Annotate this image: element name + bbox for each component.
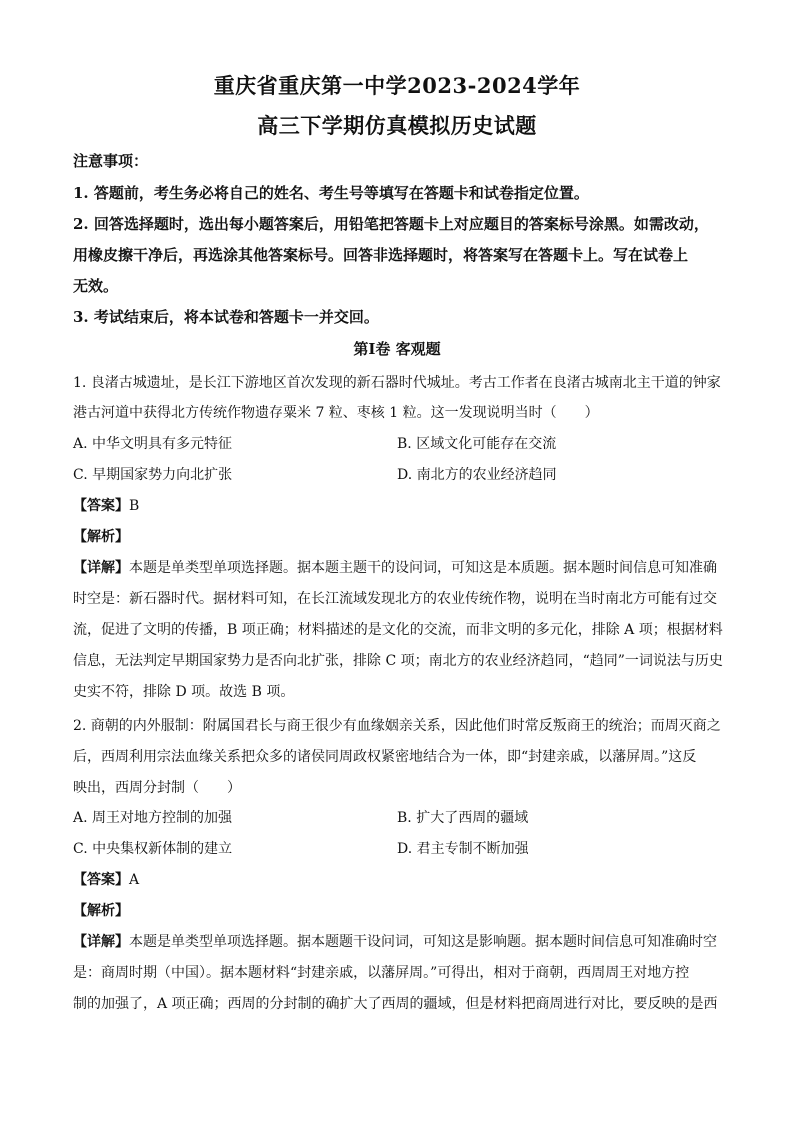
q2-detail-tag: 【详解】 xyxy=(73,934,129,950)
q1-answer-tag: 【答案】 xyxy=(73,498,129,514)
q1-detail-line1 xyxy=(73,557,733,577)
q1-answer-value: B xyxy=(129,498,140,514)
q1-detail-text: 本题是单类型单项选择题。据本题主题干的设问词，可知这是本质题。据本题时间信息可知准确 xyxy=(129,560,717,576)
q2-analysis-tag: 【解析】 xyxy=(73,903,129,919)
q1-detail-line4: 信息，无法判定早期国家势力是否向北扩张，排除 C 项；南北方的农业经济趋同，“趋同”一词说法与历史 xyxy=(73,653,723,669)
notice-heading: 注意事项： xyxy=(73,152,149,170)
q2-answer-value: A xyxy=(129,872,140,888)
q1-stem-line1: 1. 良渚古城遗址，是长江下游地区首次发现的新石器时代城址。考古工作者在良渚古城南北主干道的钟家 xyxy=(73,375,721,391)
q1-option-c: C. 早期国家势力向北扩张 xyxy=(73,467,233,483)
q2-stem-line1: 2. 商朝的内外服制：附属国君长与商王很少有血缘姻亲关系，因此他们时常反叛商王的统治；而周灭商之 xyxy=(73,718,721,734)
notice-item-2-line3: 无效。 xyxy=(73,277,119,295)
notice-item-2-line2: 用橡皮擦干净后，再选涂其他答案标号。回答非选择题时，将答案写在答题卡上。写在试卷上 xyxy=(73,246,689,264)
q1-answer xyxy=(73,495,733,515)
q2-stem-line2: 后，西周利用宗法血缘关系把众多的诸侯同周政权紧密地结合为一体，即“封建亲戚，以藩屏周。”这反 xyxy=(73,749,697,765)
q1-detail-line3: 流，促进了文明的传播，B 项正确；材料描述的是文化的交流，而非文明的多元化，排除 A 项；根据材料 xyxy=(73,622,723,638)
notice-item-3: 3. 考试结束后，将本试卷和答题卡一并交回。 xyxy=(73,308,379,326)
q1-option-a: A. 中华文明具有多元特征 xyxy=(73,436,233,452)
q1-option-d: D. 南北方的农业经济趋同 xyxy=(397,467,557,483)
q2-answer-tag: 【答案】 xyxy=(73,872,129,888)
exam-title-line1: 重庆省重庆第一中学2023-2024学年 xyxy=(213,73,581,98)
q1-detail-tag: 【详解】 xyxy=(73,560,129,576)
q2-detail-line1 xyxy=(73,931,733,951)
q1-detail-line5: 史实不符，排除 D 项。故选 B 项。 xyxy=(73,684,295,700)
exam-title-line2: 高三下学期仿真模拟历史试题 xyxy=(257,113,537,138)
q2-option-b: B. 扩大了西周的疆域 xyxy=(397,810,529,826)
q2-answer xyxy=(73,869,733,889)
q1-stem-line2: 港古河道中获得北方传统作物遗存粟米 7 粒、枣核 1 粒。这一发现说明当时（ ） xyxy=(73,405,599,421)
q1-analysis-tag: 【解析】 xyxy=(73,529,129,545)
q2-detail-text: 本题是单类型单项选择题。据本题题干设问词，可知这是影响题。据本题时间信息可知准确时空 xyxy=(129,934,717,950)
q2-stem-line3: 映出，西周分封制（ ） xyxy=(73,780,241,796)
q2-option-c: C. 中央集权新体制的建立 xyxy=(73,841,233,857)
q2-option-a: A. 周王对地方控制的加强 xyxy=(73,810,233,826)
q2-option-d: D. 君主专制不断加强 xyxy=(397,841,529,857)
q1-option-b: B. 区域文化可能存在交流 xyxy=(397,436,557,452)
section-title: 第Ⅰ卷 客观题 xyxy=(353,340,441,358)
q2-detail-line3: 制的加强了，A 项正确；西周的分封制的确扩大了西周的疆域，但是材料把商周进行对比，要反映的是西 xyxy=(73,996,718,1012)
q1-detail-line2: 时空是：新石器时代。据材料可知，在长江流域发现北方的农业传统作物，说明在当时南北方可能有过交 xyxy=(73,591,717,607)
notice-item-2-line1: 2. 回答选择题时，选出每小题答案后，用铅笔把答题卡上对应题目的答案标号涂黑。如需改动， xyxy=(73,215,709,233)
notice-item-1: 1. 答题前，考生务必将自己的姓名、考生号等填写在答题卡和试卷指定位置。 xyxy=(73,184,589,202)
q2-detail-line2: 是：商周时期（中国）。据本题材料“封建亲戚，以藩屏周。”可得出，相对于商朝，西周周王对地方控 xyxy=(73,965,690,981)
